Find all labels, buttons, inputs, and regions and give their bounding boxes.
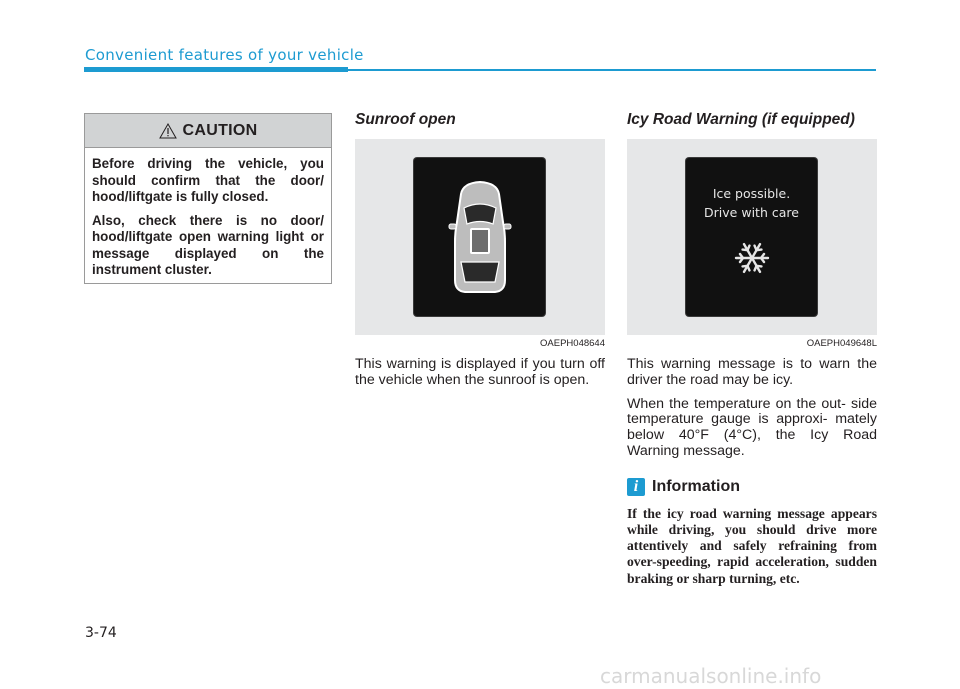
icy-road-paragraph: This warning message is to warn the driver the road may be icy. [627,356,877,388]
warning-triangle-icon [159,123,177,139]
car-sunroof-open-icon [447,178,513,298]
page-number: 3-74 [85,625,117,641]
figure-code: OAEPH048644 [540,338,605,349]
figure-code: OAEPH049648L [806,338,877,349]
header-rule-thick [84,67,348,72]
cluster-display [414,158,545,316]
icy-road-figure [627,139,877,335]
watermark: carmanualsonline.info [600,664,822,688]
icy-road-section [627,110,877,587]
cluster-display [686,158,817,316]
caution-body [85,148,331,279]
caution-title: CAUTION [182,121,258,139]
screen-message-line1: Ice possible. [712,186,791,201]
caution-paragraph: Before driving the vehicle, you should confirm that the door/ hood/liftgate is fully closed. [92,156,324,204]
information-title: Information [652,477,740,495]
sunroof-text: This warning is displayed if you turn off the vehicle when the sunroof is open. [355,356,605,388]
information-text: If the icy road warning message appears while driving, you should drive more attentively and safely refraining from over-speeding, rapid acceleration, sudden braking or sharp turning, etc. [627,505,877,586]
icy-road-heading: Icy Road Warning (if equipped) [627,111,855,128]
sunroof-section [355,110,605,389]
screen-message-line2: Drive with care [704,205,799,220]
sunroof-heading: Sunroof open [355,111,456,128]
icy-road-paragraph: When the temperature on the out- side temperature gauge is approxi- mately below 40°F (4°C), the Icy Road Warning message. [627,395,877,459]
snowflake-icon [734,240,770,276]
caution-box [84,113,332,284]
caution-header [85,114,331,148]
section-title: Convenient features of your vehicle [85,46,364,64]
sunroof-figure [355,139,605,335]
header-rule-thin [348,69,876,71]
information-heading [627,477,877,497]
info-icon: i [627,478,645,496]
caution-paragraph: Also, check there is no door/ hood/liftgate open warning light or message displayed on the instrument cluster. [92,212,324,277]
